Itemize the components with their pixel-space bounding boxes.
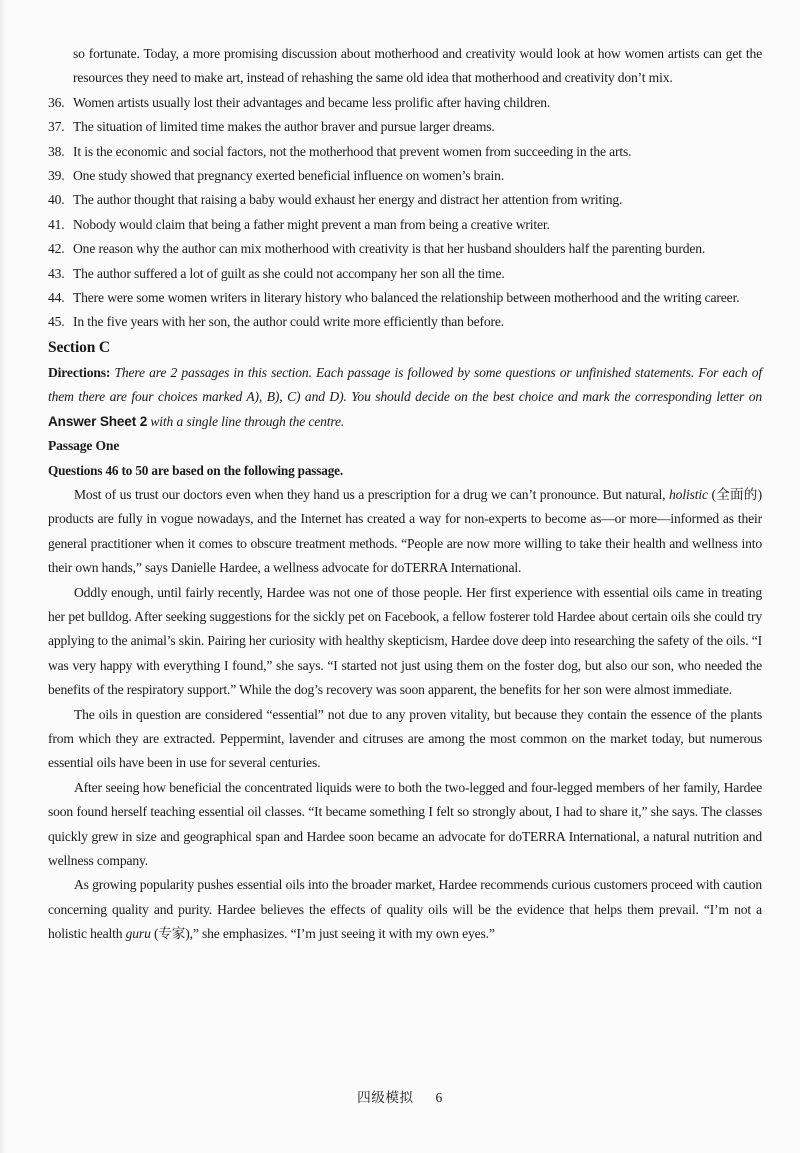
italic-term: guru	[125, 926, 151, 942]
statement-item	[48, 286, 762, 310]
statement-text: The author thought that raising a baby would exhaust her energy and distract her attention from writing.	[73, 192, 623, 208]
section-c-heading: Section C	[48, 338, 110, 356]
statement-number: 43.	[48, 265, 65, 281]
statement-item	[48, 237, 762, 261]
statement-item	[48, 115, 762, 139]
statement-item	[48, 213, 762, 237]
page-number: 6	[435, 1090, 443, 1105]
passage-paragraph-1	[48, 483, 762, 581]
directions-text-end: with a single line through the centre.	[147, 413, 345, 429]
statement-text: The situation of limited time makes the author braver and pursue larger dreams.	[73, 119, 495, 135]
passage-paragraph-4: After seeing how beneficial the concentrated liquids were to both the two-legged and four-legged members of her family, Hardee soon found herself teaching essential oil classes. “It became something I felt so strongly about, I had to share it,” she says. The classes quickly grew in size and geographical span and Hardee soon became an advocate for doTERRA International, a natural nutrition and wellness company.	[48, 779, 762, 868]
statement-item	[48, 188, 762, 212]
statement-number: 38.	[48, 143, 65, 159]
statement-text: Women artists usually lost their advantages and became less prolific after having children.	[73, 94, 551, 110]
passage-intro: Questions 46 to 50 are based on the following passage.	[48, 462, 343, 478]
paragraph-text: (专家),” she emphasizes. “I’m just seeing it with my own eyes.”	[150, 926, 495, 942]
statement-number: 39.	[48, 168, 65, 184]
statement-number: 37.	[48, 119, 65, 135]
paragraph-text: Most of us trust our doctors even when they hand us a prescription for a drug we can’t pronounce. But natural,	[74, 486, 670, 502]
statement-item	[48, 140, 762, 164]
statement-text: The author suffered a lot of guilt as she could not accompany her son all the time.	[73, 265, 505, 281]
continued-paragraph: so fortunate. Today, a more promising discussion about motherhood and creativity would look at how women artists can get the resources they need to make art, instead of rehashing the same old idea that motherhood and creativity don’t mix.	[73, 46, 762, 86]
statement-item	[48, 310, 762, 334]
passage-paragraph-2: Oddly enough, until fairly recently, Hardee was not one of those people. Her first experience with essential oils came in treating her pet bulldog. After seeking suggestions for the sickly pet on Facebook, a fellow fosterer told Hardee about certain oils she could try applying to the animal’s skin. Pairing her curiosity with healthy skepticism, Hardee dove deep into researching the safety of the oils. “I was very happy with everything I found,” she says. “I started not just using them on the foster dog, but also our son, who needed the benefits of the respiratory support.” While the dog’s recovery was soon apparent, the benefits for her son were almost immediate.	[48, 584, 762, 698]
statement-item	[48, 262, 762, 286]
statement-number: 40.	[48, 192, 65, 208]
statement-item	[48, 91, 762, 115]
footer-label: 四级模拟	[357, 1090, 414, 1105]
statement-item	[48, 164, 762, 188]
statement-list	[48, 91, 762, 335]
italic-term: holistic	[669, 486, 708, 502]
directions-label: Directions:	[48, 364, 111, 380]
passage-title: Passage One	[48, 438, 120, 454]
paragraph-text: (全面的) products are fully in vogue nowadays, and the Internet has created a way for non-experts to become as—or more—informed as their general practitioner when it comes to obscure treatment methods. “People are now more willing to take their health and wellness into their own hands,” says Danielle Hardee, a wellness advocate for doTERRA International.	[48, 486, 762, 576]
statement-text: One study showed that pregnancy exerted beneficial influence on women’s brain.	[73, 168, 505, 184]
page-footer	[0, 1086, 800, 1106]
statement-text: Nobody would claim that being a father might prevent a man from being a creative writer.	[73, 216, 550, 232]
statement-text: There were some women writers in literary history who balanced the relationship between motherhood and the writing career.	[73, 290, 740, 306]
directions-text: There are 2 passages in this section. Each passage is followed by some questions or unfinished statements. For each of them there are four choices marked A), B), C) and D). You should decide on the best choice and mark the corresponding letter on	[48, 364, 762, 405]
statement-number: 41.	[48, 216, 65, 232]
statement-text: In the five years with her son, the author could write more efficiently than before.	[73, 314, 505, 330]
statement-text: It is the economic and social factors, not the motherhood that prevent women from succeeding in the arts.	[73, 143, 632, 159]
statement-text: One reason why the author can mix motherhood with creativity is that her husband shoulders half the parenting burden.	[73, 241, 706, 257]
statement-number: 36.	[48, 94, 65, 110]
scan-edge-shadow	[0, 0, 6, 1153]
statement-number: 44.	[48, 290, 65, 306]
passage-paragraph-3: The oils in question are considered “essential” not due to any proven vitality, but because they contain the essence of the plants from which they are extracted. Peppermint, lavender and citruses are among the most common on the market today, but numerous essential oils have been in use for several centuries.	[48, 706, 762, 771]
paragraph-text: As growing popularity pushes essential oils into the broader market, Hardee recommends curious customers proceed with caution concerning quality and purity. Hardee believes the effects of quality oils will be the evidence that helps them prevail. “I’m not a holistic health	[48, 877, 762, 942]
page-content	[48, 42, 762, 947]
statement-number: 45.	[48, 314, 65, 330]
statement-number: 42.	[48, 241, 65, 257]
answer-sheet-reference: Answer Sheet 2	[48, 413, 148, 429]
passage-paragraph-5	[48, 873, 762, 946]
section-directions	[48, 361, 762, 434]
